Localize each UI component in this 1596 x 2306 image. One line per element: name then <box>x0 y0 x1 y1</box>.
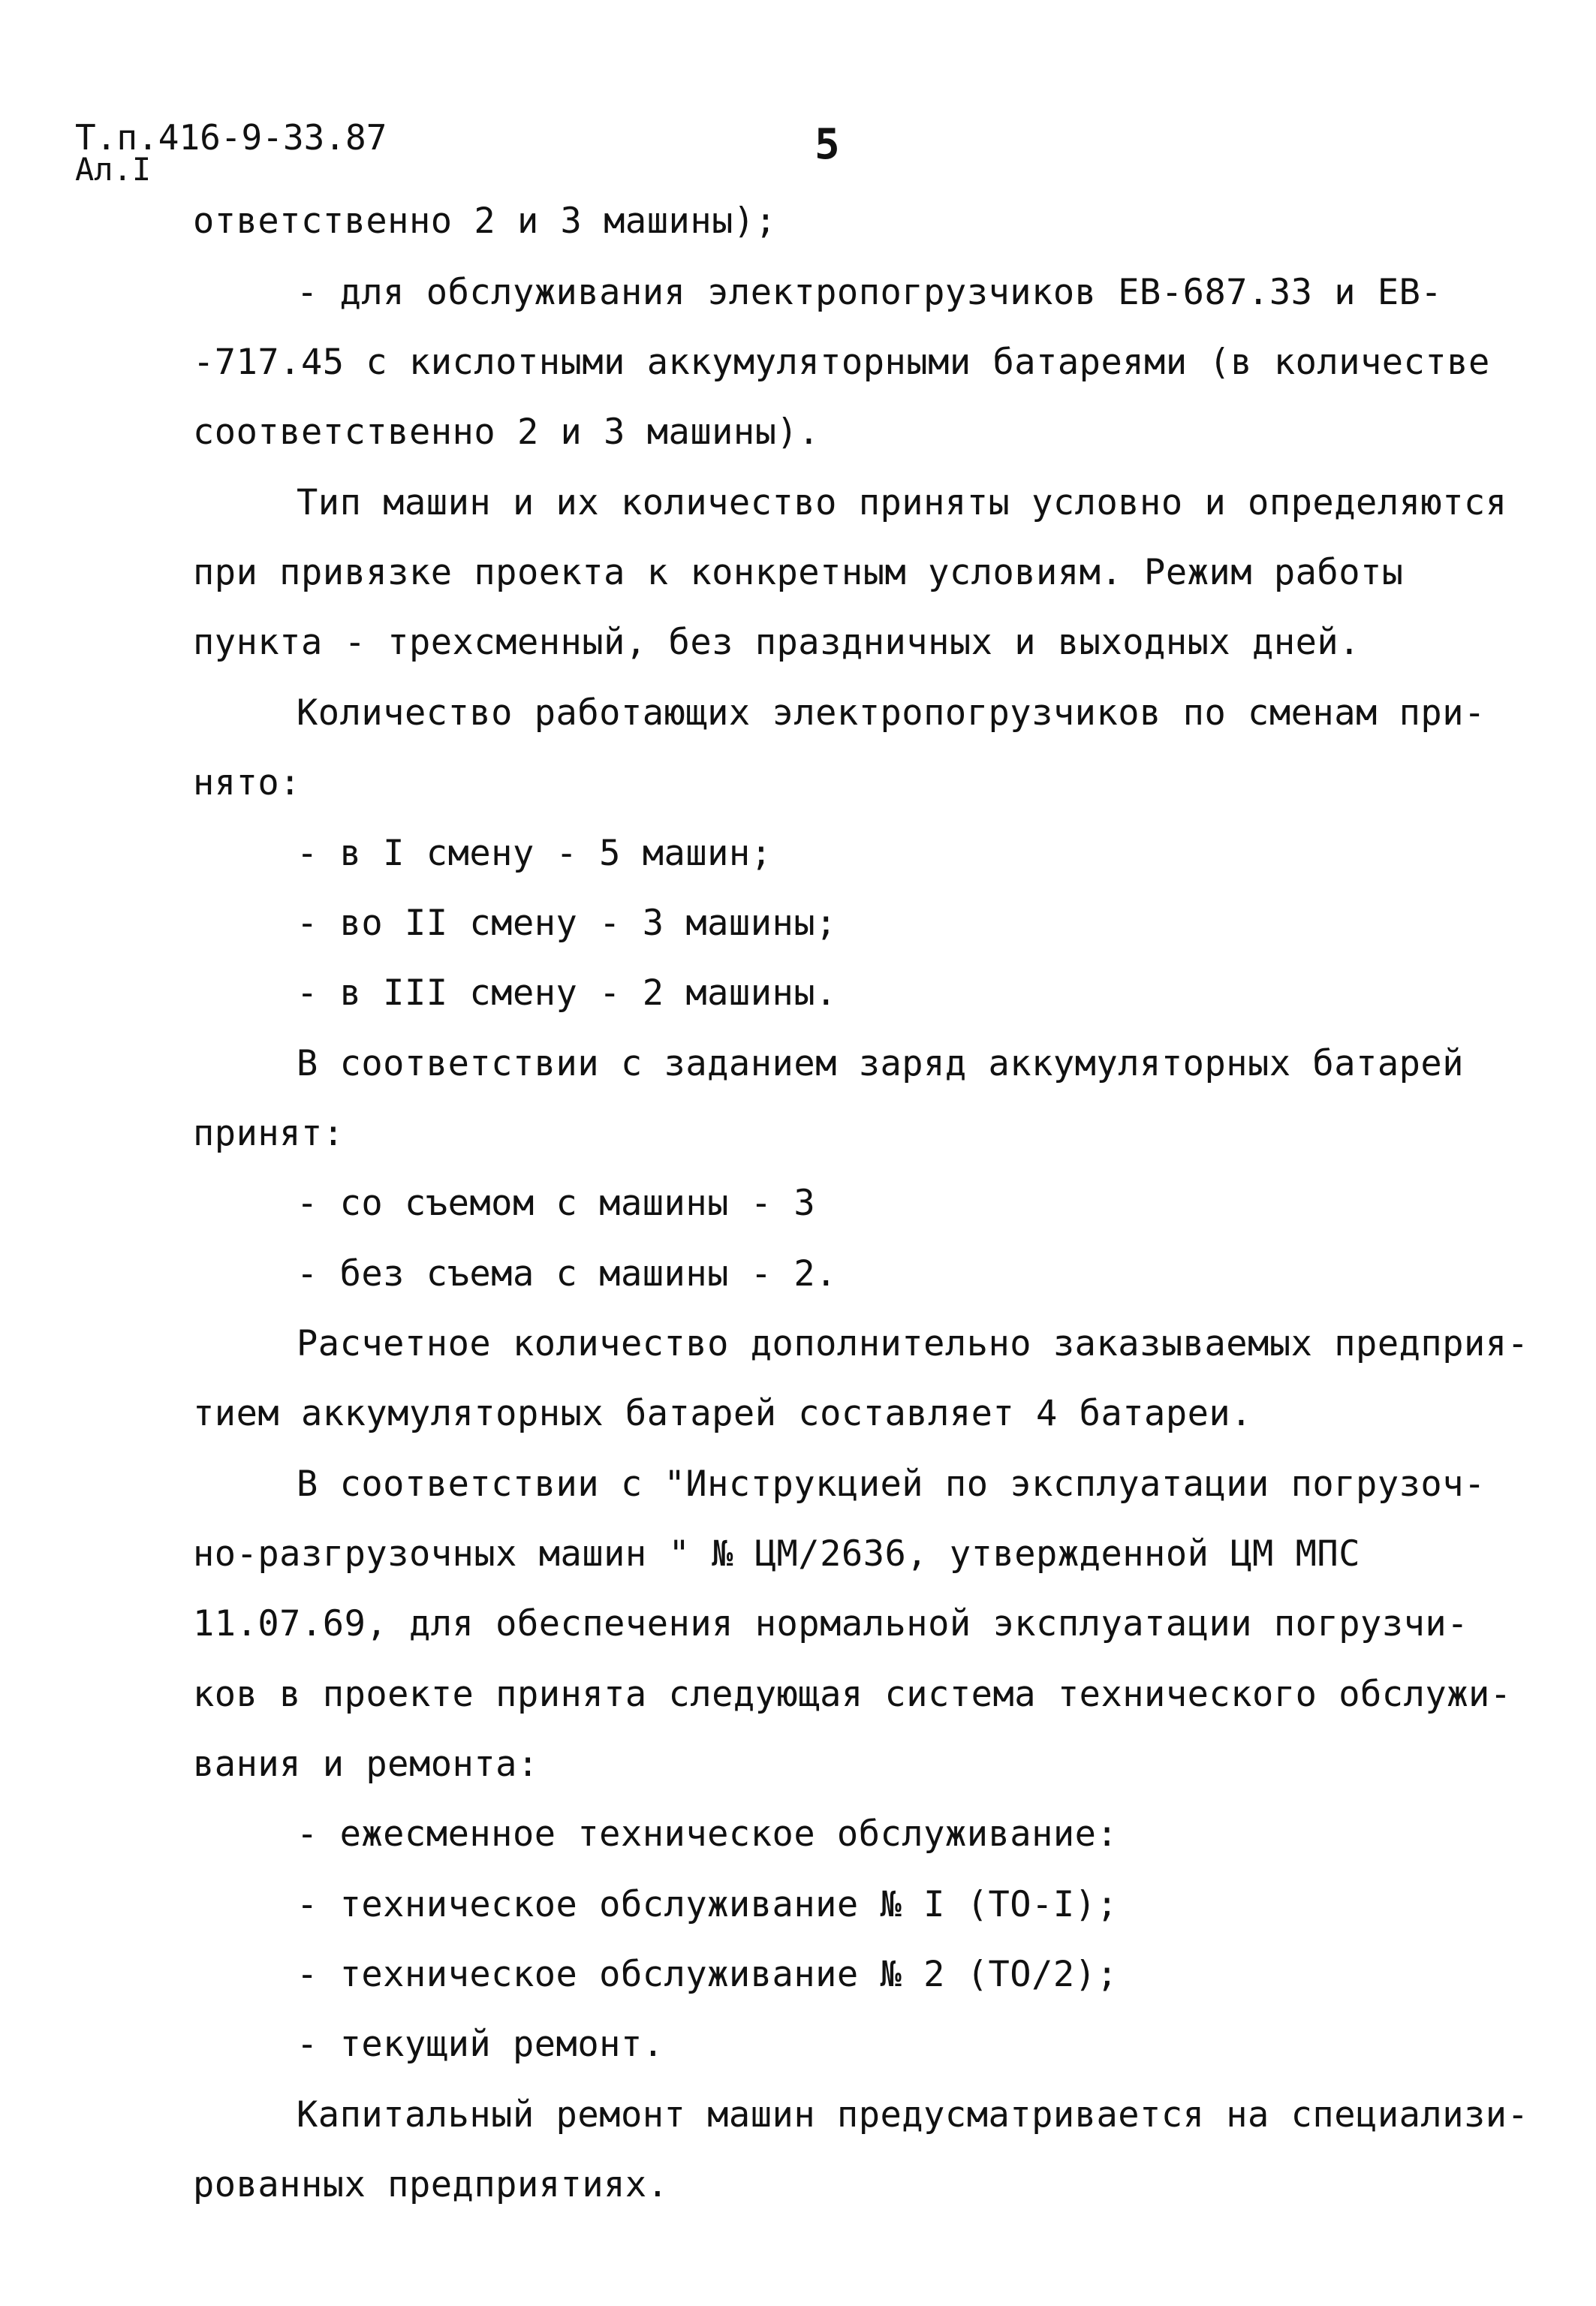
text-line: - ежесменное техническое обслуживание: <box>297 1813 1119 1855</box>
text-line: - текущий ремонт. <box>297 2024 664 2065</box>
text-line: пункта - трехсменный, без праздничных и выходных дней. <box>193 622 1361 663</box>
text-line: 11.07.69, для обеспечения нормальной эксплуатации погрузчи- <box>193 1603 1468 1644</box>
text-line: В соответствии с заданием заряд аккумуляторных батарей <box>297 1043 1465 1084</box>
text-line: Расчетное количество дополнительно заказываемых предприя- <box>297 1323 1529 1364</box>
page-number: 5 <box>815 120 840 169</box>
text-line: - для обслуживания электропогрузчиков ЕВ-687.33 и ЕВ- <box>297 272 1443 313</box>
text-line: ответственно 2 и 3 машины); <box>193 200 777 242</box>
text-line: Тип машин и их количество приняты условно и определяются <box>297 482 1507 523</box>
text-line: -717.45 с кислотными аккумуляторными батареями (в количестве <box>193 342 1490 383</box>
text-line: вания и ремонта: <box>193 1744 539 1785</box>
text-line: Капитальный ремонт машин предусматривается на специализи- <box>297 2094 1529 2136</box>
text-line: - без съема с машины - 2. <box>297 1253 837 1295</box>
text-line: рованных предприятиях. <box>193 2164 669 2205</box>
text-line: - техническое обслуживание № 2 (ТО/2); <box>297 1954 1119 1995</box>
text-line: В соответствии с "Инструкцией по эксплуатации погрузоч- <box>297 1463 1486 1505</box>
text-line: ков в проекте принята следующая система технического обслужи- <box>193 1674 1512 1715</box>
text-line: принят: <box>193 1113 345 1154</box>
text-line: тием аккумуляторных батарей составляет 4 батареи. <box>193 1393 1253 1434</box>
text-line: при привязке проекта к конкретным условиям. Режим работы <box>193 552 1404 593</box>
text-line: - в I смену - 5 машин; <box>297 833 772 874</box>
text-line: - во II смену - 3 машины; <box>297 903 837 944</box>
text-line: - в III смену - 2 машины. <box>297 972 837 1014</box>
text-line: нято: <box>193 762 301 803</box>
document-code: Т.п.416-9-33.87 <box>75 117 387 158</box>
text-line: - техническое обслуживание № I (ТО-I); <box>297 1884 1119 1925</box>
text-line: Количество работающих электропогрузчиков по сменам при- <box>297 692 1486 734</box>
sheet-label: Ал.I <box>75 151 152 188</box>
text-line: - со съемом с машины - 3 <box>297 1183 816 1224</box>
text-line: соответственно 2 и 3 машины). <box>193 411 821 453</box>
text-line: но-разгрузочных машин " № ЦМ/2636, утвержденной ЦМ МПС <box>193 1533 1361 1575</box>
